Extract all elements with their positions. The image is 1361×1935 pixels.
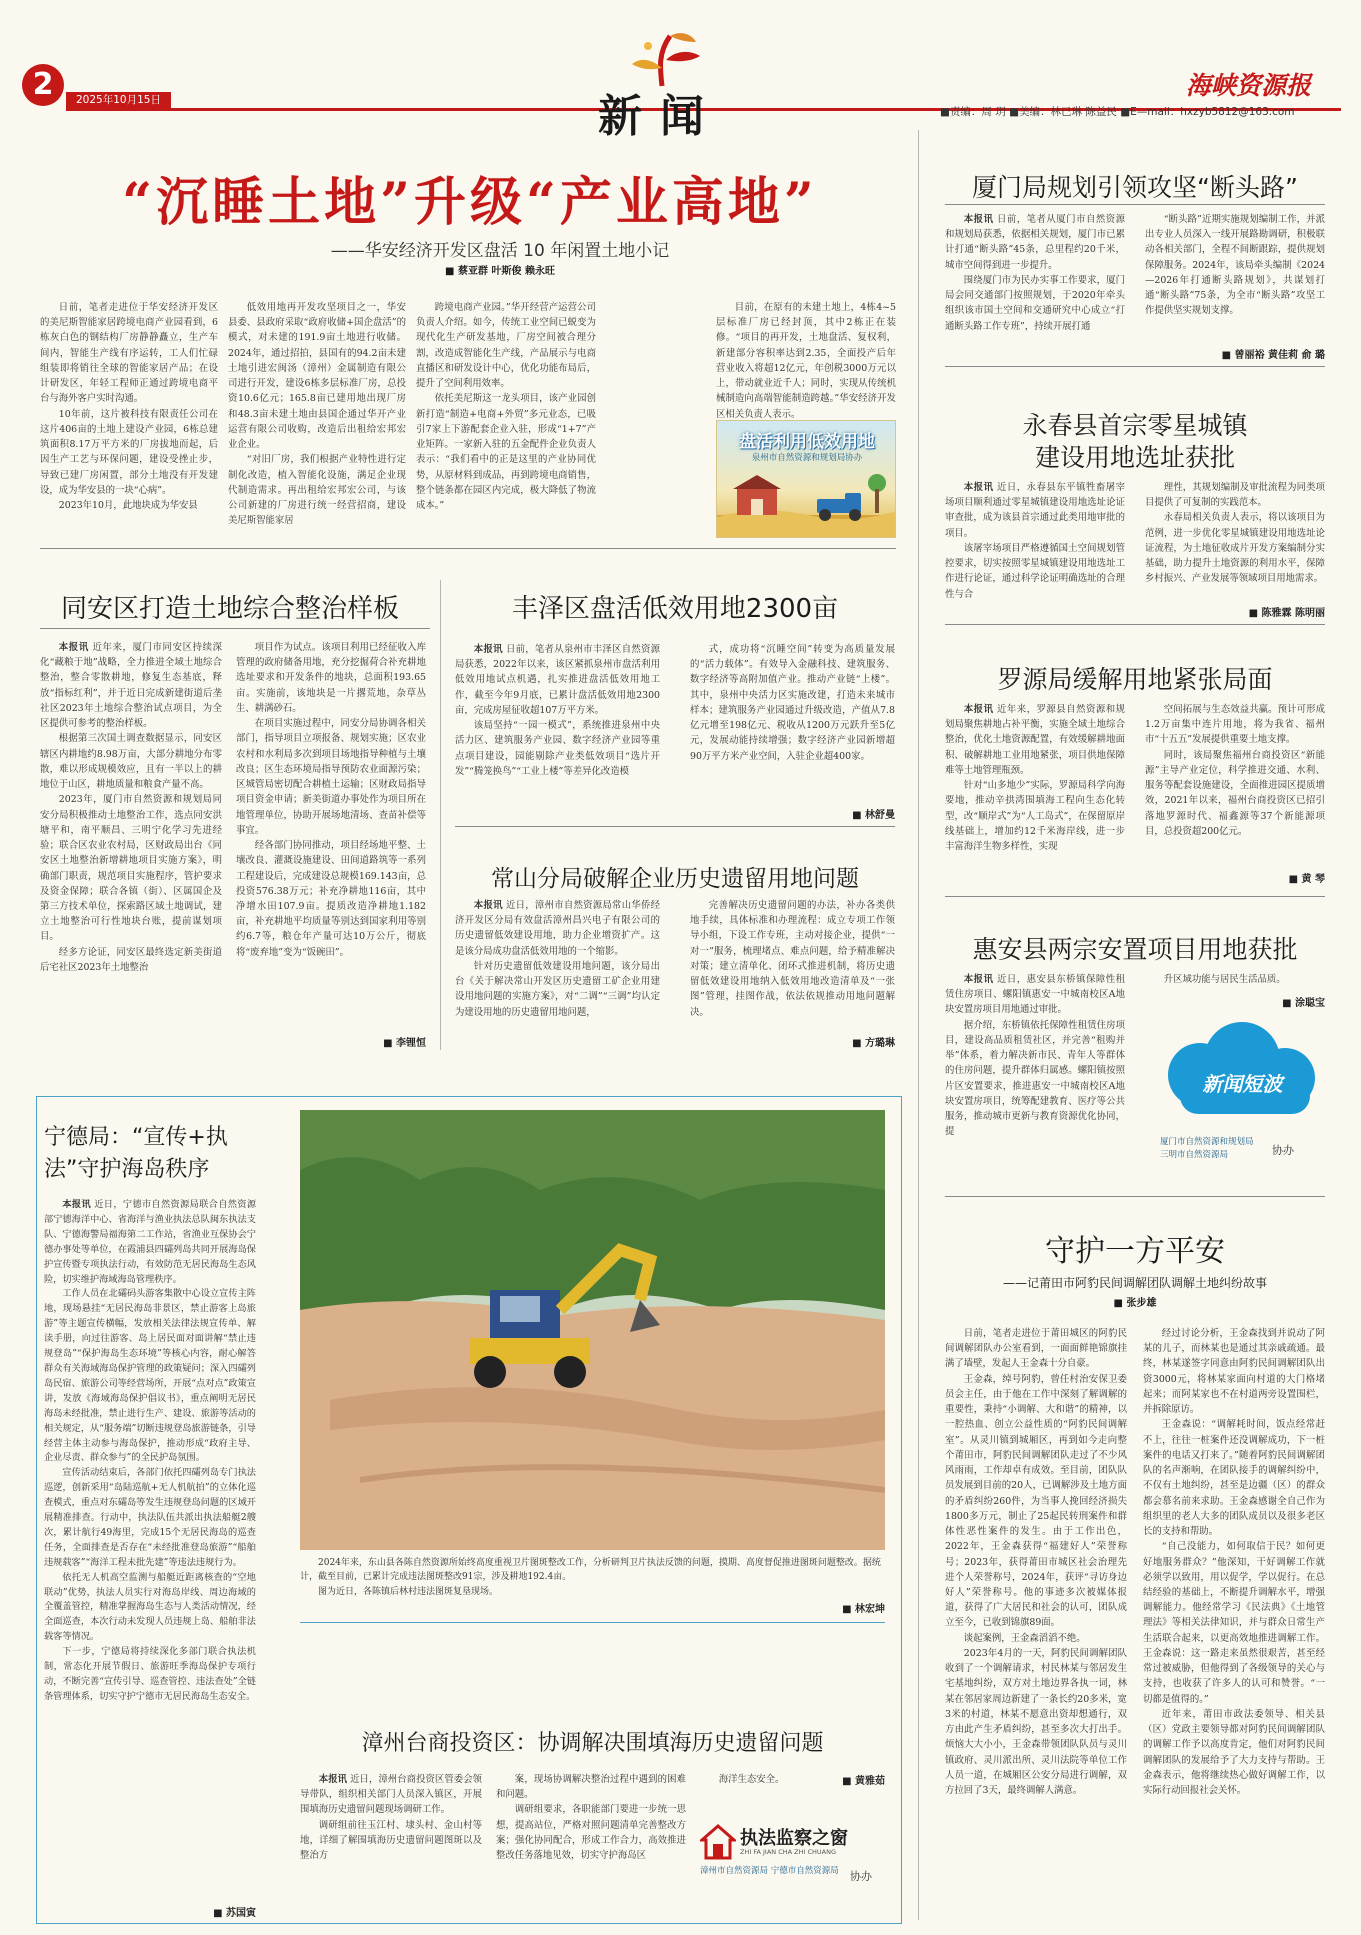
putian-col2: 经过讨论分析，王金森找到并说动了阿某的儿子，而林某也是通过其亲戚疏通。最终，林某遂签字同意由阿豹民间调解团队出资3000元，将林某家面向村道的大门格堵起来；而阿某家也不在村道两旁设置围栏，并拆除原访。 王金森说：“调解耗时间，饭点经常赶不上，往往一桩案件还没调解成功，下一桩案件的电话又打来了。”随着阿豹民间调解团队的名声渐响，在团队接手的调解纠纷中，不仅有土地纠纷，甚至是边疆（区）的群众都会慕名前来求助。王金森感谢全自己作为组织里的老人大多的团队成员以及很多老区长的支持和帮助。 “自己没能力，如何取信于民？如何更好地服务群众？”他深知，干好调解工作就必须学以致用，用以促学，学以促行。在总结经验的基础上，不断提升调解水平，增强调解能力。他经常学习《民法典》《土地管理法》等相关法律知识，并与群众日常生产生活联合起来，以更高效地推进调解工作。王金森说：这一路走来虽然很艰苦，甚至经常过被威胁，但他得到了各级领导的关心与支持，也收获了许多人的认可和赞誉。“一切都是值得的。” 近年来，莆田市政法委领导、相关县（区）党政主要领导都对阿豹民间调解团队的调解工作予以高度肯定，他们对阿豹民间调解团队的发展给予了大力支持与帮助。王金森表示，他将继续热心做好调解工作，以实际行动回报社会关怀。 xyxy=(1143,1328,1325,1797)
ningde-title-line2: 法”守护海岛秩序 xyxy=(44,1157,210,1182)
luoyuan-col2: 空间拓展与生态效益共赢。预计可形成1.2万亩集中连片用地，将为我省、福州市“十五五”发展提供重要土地支撑。 同时，该局聚焦福州台商投资区“新能源”主导产业定位，科学推进交通、水利、服务等配套设施建设，全面推进园区提质增效，2021年以来，福州台商投资区已招引落地罗源时代、福鑫源等37个新能源项目，总投资超200亿元。 xyxy=(1145,704,1325,837)
farm-illustration-icon xyxy=(717,465,896,538)
changshan-title: 常山分局破解企业历史遗留用地问题 xyxy=(491,866,859,892)
changshan-byline: ■ 方璐琳 xyxy=(852,1038,895,1049)
excavator-site-photo-icon xyxy=(300,1110,885,1550)
tongan-title: 同安区打造土地综合整治样板 xyxy=(60,594,399,624)
lead-story-col4: 目前，在原有的未建土地上，4栋4~5层标准厂房已经封顶，其中2栋正在装修。“项目的再开发，土地盘活、复权利，新建部分容积率达到2.35，全面投产后年营业收入将超12亿元，年创税3000万元以上，带动就业近千人；同时，实现从传统机械制造向高端智能制造跨越。”华安经济开发区相关负责人表示。 xyxy=(716,302,896,420)
zhangzhou-title: 漳州台商投资区：协调解决围填海历史遗留问题 xyxy=(361,1731,824,1756)
newspaper-logo: 海峡资源报 xyxy=(1186,71,1312,100)
editor-credits: ■责编：周 玥 ■美编：林已琳 陈益民 ■E—mail：hxzyb5812@163.com xyxy=(940,106,1295,118)
yongchun-col1: 本报讯 近日，永春县东平镇牲畜屠宰场项目顺利通过零星城镇建设用地选址论证审查批，成为该县首宗通过此类用地审批的项目。 该屠宰场项目严格遵循国土空间规划管控要求，切实按照零星城镇建设用地选址工作进行论证，通过科学论证明确选址的合理性与合 xyxy=(945,482,1125,600)
yongchun-byline: ■ 陈雅霖 陈明丽 xyxy=(1248,608,1325,619)
house-emblem-icon xyxy=(700,1824,736,1860)
ningde-byline: ■ 苏国寅 xyxy=(213,1908,256,1919)
ningde-body: 本报讯 近日，宁德市自然资源局联合自然资源部宁德海洋中心、省海洋与渔业执法总队闽东执法支队、宁德海警局福海第二工作站，省渔业互保协会宁德办事处等单位，在霞浦县四礵列岛共同开展海岛保护宣传暨专项执法行动，有效防范无居民海岛生态风险，切实维护海域海岛管理秩序。 工作人员在北礵码头游客集散中心设立宣传主阵地，现场悬挂“无居民海岛非景区，禁止游客上岛旅游”等主题宣传横幅，发放相关法律法规宣传单、解读手册，向过往游客、岛上居民面对面讲解“禁止违规登岛”“保护海岛生态环境”等核心内容，耐心解答群众有关海域海岛保护管理的政策疑问；深入四礵列岛民宿、旅游公司等经营场所，开展“点对点”政策宣讲，发放《海域海岛保护倡议书》，重点阐明无居民海岛未经批准，禁止进行生产、建设、旅游等活动的相关规定，从“服务端”切断违规登岛旅游链条，引导经营主体主动参与海岛保护，推动形成“政府主导、企业尽责、群众参与”的全民护岛氛围。 宣传活动结束后，各部门依托四礵列岛专门执法巡逻，创新采用“岛陆巡航+无人机航拍”的立体化巡查模式，重点对东礵岛等发生违规登岛问题的区域开展精准排查。行动中，执法队伍共派出执法船艇2艘次，累计航行49海里，完成15个无居民海岛的巡查任务，全面排查是否存在“未经批准登岛旅游”“船舶违规载客”“海洋工程未批先建”等违法违规行为。 依托无人机高空监测与船艇近距离核查的“空地联动”优势，执法人员实行对海岛岸线、周边海域的全覆盖管控，精准掌握海岛生态与人类活动情况，经全面巡查，本次行动未发现人员违规上岛、船舶非法载客等情况。 下一步，宁德局将持续深化多部门联合执法机制，常态化开展节假日、旅游旺季海岛保护专项行动，不断完善“宣传引导、巡查管控、违法查处”全链条管理体系，切实守护宁德市无居民海岛生态安全。 xyxy=(44,1199,256,1702)
huian-title: 惠安县两宗安置项目用地获批 xyxy=(972,935,1298,964)
lead-story-authors: ■ 蔡亚群 叶斯俊 赖永旺 xyxy=(445,266,555,277)
enforcement-window-cohost: 协办 xyxy=(850,1870,872,1883)
xiamen-col2: “断头路”近期实施规划编制工作，并派出专业人员深入一线开展路勘调研，积极联动各相关部门，全程不间断跟踪，提供规划保障服务。2024年，该局牵头编制《2024—2026年打通断头路规划》，共谋划打通“断头路”75条，为全市“断头路”攻坚工作提供坚实规划支撑。 xyxy=(1145,214,1325,317)
putian-col1: 日前，笔者走进位于莆田城区的阿豹民间调解团队办公室看到，一面面鲜艳锦旗挂满了墙壁，发起人王金森十分自豪。 王金森，绰号阿豹，曾任村治安保卫委员会主任，由于他在工作中深刻了解调解的重要性，秉持“小调解、大和谐”的精神，以一腔热血、创立公益性质的“阿豹民间调解室”。从灵川镇到城厢区，再到如今走向整个莆田市，阿豹民间调解团队走过了不少风风雨雨，工作却卓有成效。至目前，团队队员发展到目前的20人，已调解涉及土地方面的矛盾纠纷260件，为当事人挽回经济损失1800多万元，制止了25起民转刑案件和群体性恶性案件的发生。由于工作出色，2022年，王金森获得“福建好人”荣誉称号；2023年，获得莆田市城区社会治理先进个人荣誉称号，2024年，获评“寻访身边好人”荣誉称号。他的事迹多次被媒体报道，获得了广大居民和社会的认可，团队成立至今，已收到锦旗89面。 谈起案例，王金森滔滔不绝。 2023年4月的一天，阿豹民间调解团队收到了一个调解请求，村民林某与邻居发生宅基地纠纷，双方对土地边界各执一词，林某在邻居家周边新建了一条长约20多米，宽3米的村道，林某不愿意出资却想通行，双方由此产生矛盾纠纷，甚至多次大打出手。烦恼大大小小，王金森带领团队队员与灵川镇政府、灵川派出所、灵川法院等单位工作人员一道，在城厢区公安分局进行调解，双方拉回了3天，最终调解人满意。 xyxy=(945,1328,1127,1797)
news-brief-title: 新闻短波 xyxy=(1202,1072,1283,1096)
tongan-byline: ■ 李锂恒 xyxy=(383,1038,426,1049)
xiamen-col1: 本报讯 日前，笔者从厦门市自然资源和规划局获悉，依据相关规划，厦门市已累计打通“断头路”45条，总里程约20千米，城市空间得到进一步提升。 围绕厦门市为民办实事工作要求，厦门局会同交通部门按照规划，于2020年牵头组织该市国土空间和交通研究中心成立“打通断头路工作专班”，持续开展打通 xyxy=(945,214,1125,332)
changshan-col2: 完善解决历史遗留问题的办法，补办各类供地手续，具体标准和办理流程：成立专项工作领导小组，下设工作专班，主动对接企业，提供“一对一”服务，梳理堵点、难点问题，给予精准解决对策；建立清单化、闭环式推进机制，将历史遗留低效建设用地纳入低效用地改造清单及“一张图”管理，挂图作战，依法依规推动用地问题解决。 xyxy=(690,900,895,1018)
luoyuan-title: 罗源局缓解用地紧张局面 xyxy=(997,665,1273,694)
section-title: 新闻 xyxy=(598,91,722,142)
yongchun-title-line1: 永春县首宗零星城镇 xyxy=(1022,411,1248,440)
issue-date: 2025年10月15日 xyxy=(66,92,171,109)
enforcement-window-logo xyxy=(700,1820,885,1916)
fengze-byline: ■ 林舒曼 xyxy=(852,810,895,821)
yongchun-title-line2: 建设用地选址获批 xyxy=(1034,443,1235,472)
zhangzhou-col1: 本报讯 近日，漳州台商投资区管委会领导带队，组织相关部门人员深入镇区，开展围填海历史遗留问题现场调研工作。 调研组前往玉江村、埭头村、金山村等地，详细了解围填海历史遗留问题图斑以及整治方 xyxy=(300,1774,482,1862)
enforcement-window-subtitle: ZHI FA JIAN CHA ZHI CHUANG xyxy=(740,1848,836,1856)
section-ornament-icon xyxy=(600,28,740,88)
lead-story-col3: 跨境电商产业园。”华开经营产运营公司负责人介绍。如今，传统工业空间已蜕变为现代化生产研发基地，厂房空间被合理分割，改造成智能化生产线，产品展示与电商直播区和研发设计中心，优化功能布局后，提升了空间利用效率。 依托美尼斯这一龙头项目，该产业园创新打造“制造+电商+外贸”多元业态，已吸引7家上下游配套企业入驻，形成“1+7”产业矩阵。一家新入驻的五金配件企业负责人表示：“我们看中的正是这里的产业协同优势，从原材料到成品，再到跨境电商销售，整个链条都在园区内完成，极大降低了物流成本。” xyxy=(416,302,596,512)
ningde-title-line1: 宁德局：“宣传+执 xyxy=(44,1125,228,1150)
lead-story-subtitle: ——华安经济开发区盘活 10 年闲置土地小记 xyxy=(330,241,670,261)
luoyuan-byline: ■ 黄 琴 xyxy=(1288,874,1325,885)
news-brief-badge xyxy=(1160,1020,1325,1180)
lead-story-col2: 低效用地再开发攻坚项目之一，华安县委、县政府采取“政府收储+国企盘活”的模式，对未建的191.9亩土地进行收储。2024年，通过招拍，县国有的94.2亩未建土地引进宏闽汤（漳州）金属制造有限公司进行开发，建设6栋多层标准厂房，总投资10.6亿元；165.8亩已建用地出现厂房和48.3亩未建土地由县国企通过华开产业运营有限公司收购，改造后出租给宏邦宏业企业。 “对旧厂房，我们根据产业特性进行定制化改造，植入智能化设施，满足企业现代制造需求。再出租给宏邦宏公司，与该公司新建的厂房进行统一经营招商，建设美尼斯智能家居 xyxy=(228,302,406,527)
xiamen-title: 厦门局规划引领攻坚“断头路” xyxy=(972,173,1298,202)
photo-byline: ■ 林宏坤 xyxy=(842,1604,885,1615)
putian-subtitle: ——记莆田市阿豹民间调解团队调解土地纠纷故事 xyxy=(1002,1276,1267,1290)
putian-author: ■ 张步雄 xyxy=(1113,1298,1157,1309)
zhangzhou-byline: ■ 黄雅茹 xyxy=(842,1776,885,1787)
tongan-col1: 本报讯 近年来，厦门市同安区持续深化“藏粮于地”战略，全力推进全域土地综合整治，整合零散耕地，修复生态基底，释放“指标红利”，并于近日完成新建街道后垄社区2023年土地综合整治试点项目，为全区提供可参考的整治样板。 根据第三次国土调查数据显示，同安区辖区内耕地约8.98万亩，大部分耕地分布零散，难以形成规模效应，且有一半以上的耕地位于山区，耕地质量和粮食产量不高。 2023年，厦门市自然资源和规划局同安分局积极推动土地整治工作，选点同安洪塘平和，南平顺昌、三明宁化学习先进经验；联合区农业农村局，区财政局出台《同安区土地整治新增耕地项目实施方案》，明确部门职责，规范项目实施程序，管护要求及资金保障；联合各镇（街）、区属国企及第三方技术单位，探索路区域土地调试，建立土地整治可行性地块台账，提前谋划项目。 经多方论证，同安区最终选定新美街道后宅社区2023年土地整治 xyxy=(40,642,222,973)
huian-col1: 本报讯 近日，惠安县东桥镇保障性租赁住房项目、螺阳镇惠安一中城南校区A地块安置房项目用地通过审批。 据介绍，东桥镇依托保障性租赁住房项目，建设高品质租赁社区，并完善“租购并举”体系，着力解决新市民、青年人等群体的住房问题，提升群体归属感。螺阳镇按照片区安置要求，推进惠安一中城南校区A地块安置房项目，统筹配建教育、医疗等公共服务，推动城市更新与教育资源优化协同，提 xyxy=(945,974,1125,1138)
putian-title: 守护一方平安 xyxy=(1045,1234,1225,1269)
xiamen-byline: ■ 曾丽裕 黄佳莉 俞 璐 xyxy=(1221,350,1325,361)
fengze-title: 丰泽区盘活低效用地2300亩 xyxy=(511,594,839,624)
luoyuan-col1: 本报讯 近年来，罗源县自然资源和规划局聚焦耕地占补平衡，实施全域土地综合整治，优化土地资源配置，有效缓解耕地面积、破解耕地工业用地紧张，项目供地保障难等土地管理瓶颈。 针对“山多地少”实际，罗源局科学向海要地，推动辛拱湾围填海工程向生态化转型，改“顺岸式”为“人工岛式”，在保留原岸线基础上，增加约12千米海岸线，进一步丰富海洋生物多样性，实现 xyxy=(945,704,1125,853)
news-brief-cohost: 协办 xyxy=(1272,1144,1294,1157)
news-brief-sponsors: 厦门市自然资源和规划局 三明市自然资源局 xyxy=(1160,1137,1254,1160)
enforcement-window-title: 执法监察之窗 xyxy=(740,1828,848,1849)
ad-sponsor: 泉州市自然资源和规划局协办 xyxy=(751,453,863,463)
fengze-col2: 式，成功将“沉睡空间”转变为高质量发展的“活力载体”。有效导入金融科技、建筑服务、数字经济等高附加值产业。推动产业链“上楼”。其中，泉州中央活力区实施改建，打造未来城市样本；建筑服务产业园通过升级改造，产值从7.8亿元增至198亿元、税收从1200万元跃升至5亿元，发展动能持续增强；数字经济产业园新增超90万平方米产业空间，入驻企业超400家。 xyxy=(690,644,895,762)
low-efficiency-land-ad xyxy=(716,420,896,538)
lead-story-title: “沉睡土地”升级“产业高地” xyxy=(122,172,818,233)
fengze-col1: 本报讯 日前，笔者从泉州市丰泽区自然资源局获悉，2022年以来，该区紧抓泉州市盘活利用低效用地试点机遇，扎实推进盘活低效用地工作，截至今年9月底，已累计盘活低效用地2300亩，完成房屋征收超107万平方米。 该局坚持“一园一模式”，系统推进泉州中央活力区、建筑服务产业园、数字经济产业园等重点项目建设，园能剔除产业类低效项目“选片开发”“腾笼换鸟”“工业上楼”等差异化改造模 xyxy=(455,644,660,777)
zhangzhou-col2: 案，现场协调解决整治过程中遇到的困难和问题。 调研组要求，各职能部门要进一步统一思想，提高站位，严格对照问题清单完善整改方案；强化协同配合，形成工作合力，高效推进整改任务落地见效，切实守护海岛区 xyxy=(496,1774,686,1862)
zhangzhou-col3: 海洋生态安全。 xyxy=(718,1774,785,1785)
huian-byline: ■ 涂聪宝 xyxy=(1282,998,1325,1009)
photo-caption: 2024年来，东山县各陈自然资源所始终高度重视卫片图斑整改工作，分析研判卫片执法反馈的问题，摸期、高度督促推进图斑问题整改。据统计，截至目前，已累计完成违法图斑整改91宗，涉及耕地192.4亩。 图为近日，各陈镇后林村违法图斑复垦现场。 xyxy=(300,1558,881,1597)
land-reclamation-photo xyxy=(300,1110,885,1550)
tongan-col2: 项目作为试点。该项目利用已经征收入库管理的政府储备用地，充分挖掘荷合补充耕地选址要求和开发条件的地块，总面积193.65亩。实施前，该地块是一片撂荒地，杂草丛生、耕满砂石。 在项目实施过程中，同安分局协调各相关部门，指导项目立项报备、规划实施；区农业农村和水利局多次到项目场地指导种植与土壤改良；区生态环境局指导预防农业面源污染；区城管局密切配合耕植土运输；区财政局指导项目资金申请；新美街道办事处作为项目所在地管理单位，协助开展场地清场、查苗补偿等事宜。 经各部门协同推动，项目经场地平整、土壤改良、灌溉设施建设、田间道路筑等一系列工程建设后，完成建设总规模169.143亩，总投资576.38万元；补充净耕地116亩，其中净增水田107.9亩。提质改造净耕地1.182亩，补充耕地平均质量等别达到国家利用等别约6.7等，粮仓年产量可达10万公斤，彻底将“废弃地”变为“饭碗田”。 xyxy=(236,642,426,958)
enforcement-window-sponsors: 漳州市自然资源局 宁德市自然资源局 xyxy=(700,1866,839,1876)
changshan-col1: 本报讯 近日，漳州市自然资源局常山华侨经济开发区分局有效盘活漳州昌兴电子有限公司的历史遗留低效建设用地，助力企业增资扩产。这是该分局成功盘活低效用地的一个缩影。 针对历史遗留低效建设用地问题，该分局出台《关于解决常山开发区历史遗留工矿企业用建设用地问题的实施方案》，对“二调”“三调”均认定为建设用地的历史遗留用地问题， xyxy=(455,900,660,1018)
huian-col2: 升区域功能与居民生活品质。 xyxy=(1163,974,1286,985)
yongchun-col2: 理性，其规划编制及审批流程为同类项目提供了可复制的实践范本。 永春局相关负责人表示，将以该项目为范例，进一步优化零星城镇建设用地选址论证流程，为土地征收成片开发方案编制分实基础，助力提升土地资源的利用水平，保障乡村振兴、产业发展等领域项目用地需求。 xyxy=(1145,482,1325,585)
ad-title: 盘活利用低效用地 xyxy=(739,432,875,452)
page-number: 2 xyxy=(22,64,64,106)
lead-story-col1: 日前，笔者走进位于华安经济开发区的美尼斯智能家居跨境电商产业园看到，6栋灰白色的钢结构厂房静静矗立，生产车间内，智能生产线有序运转，工人们忙碌组装即将销往全球的智能家居产品；在设计研发区，年轻工程师正通过跨境电商平台与海外客户实时沟通。 10年前，这片被科技有限责任公司在这片406亩的土地上建设产业园，6栋总建筑面积8.17万平方米的厂房拔地而起，后因生产工艺与环保问题，建设受挫止步，导致已建厂房闲置，部分土地没有开发建设，成为华安县的一块“心病”。 2023年10月，此地块成为华安县 xyxy=(40,302,218,512)
